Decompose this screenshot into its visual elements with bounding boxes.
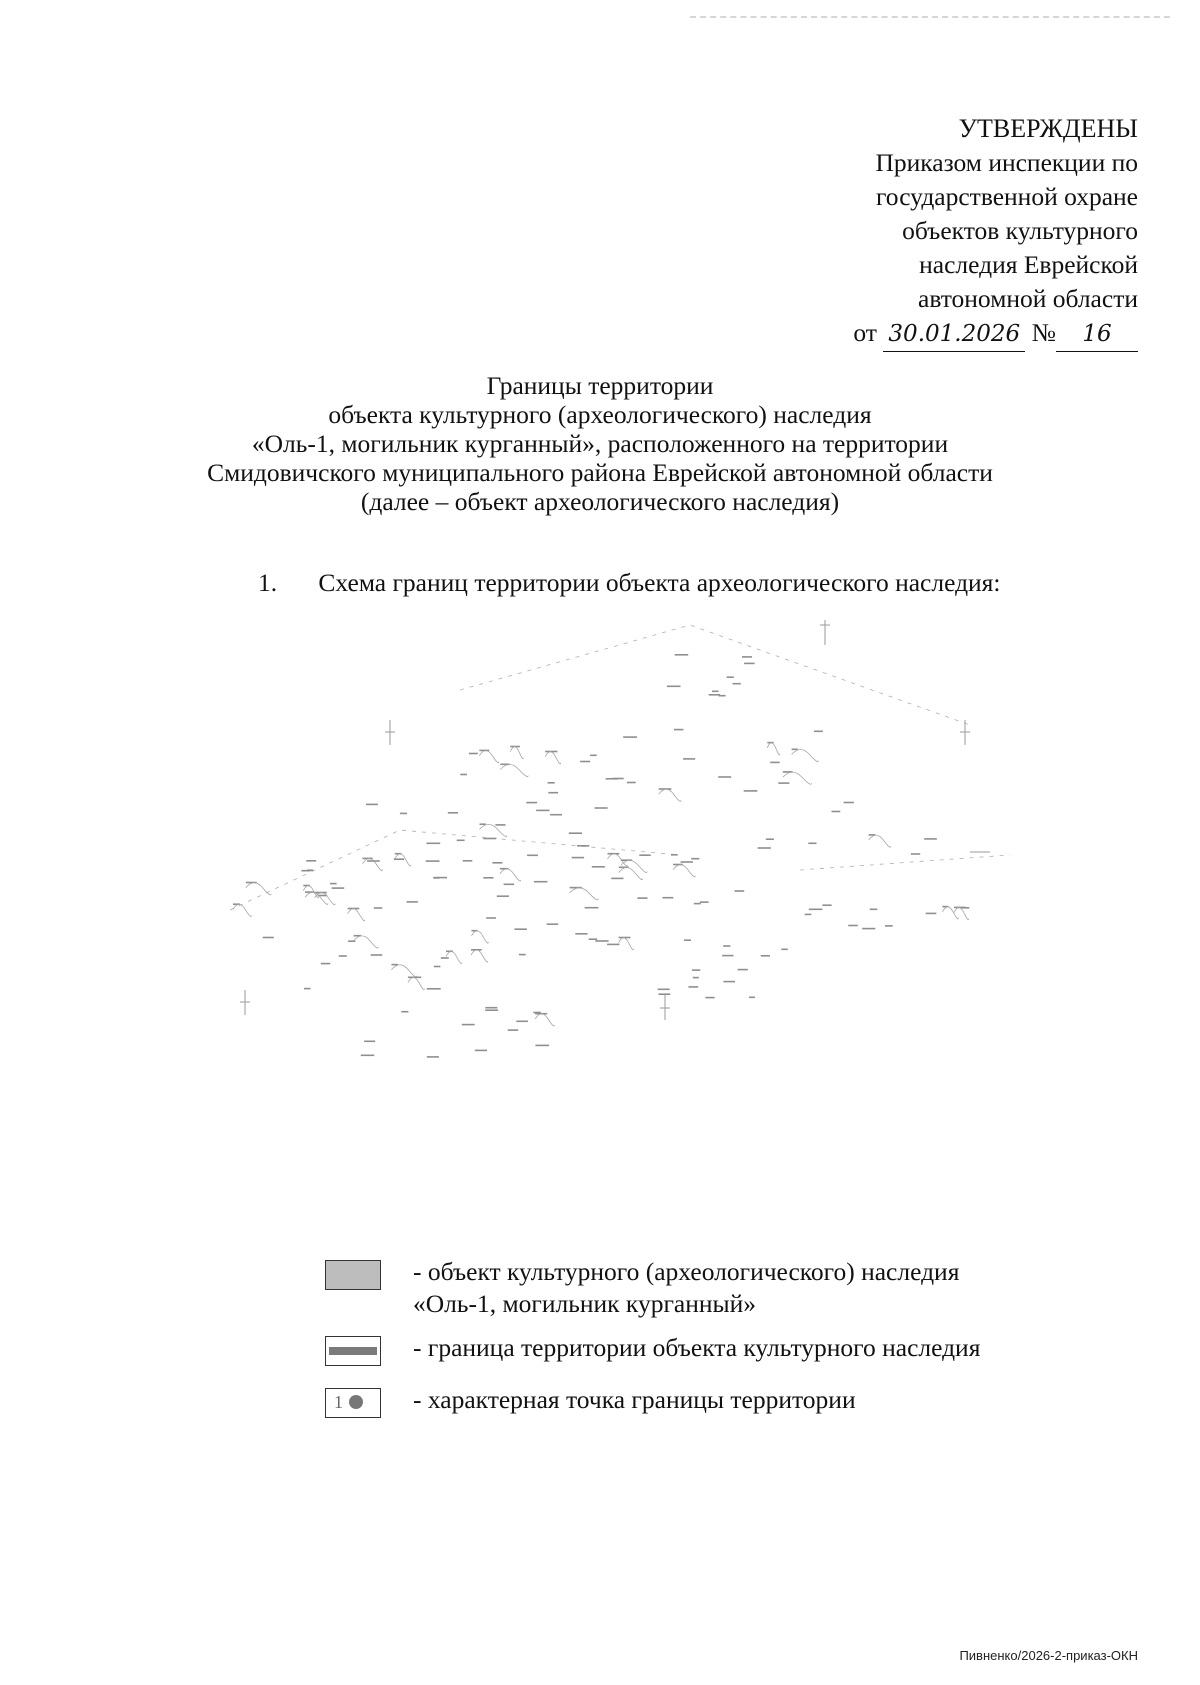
survey-mark	[926, 913, 937, 915]
survey-mark	[407, 901, 418, 903]
survey-mark	[671, 854, 678, 856]
survey-mark	[674, 729, 684, 731]
contour-line	[619, 938, 634, 950]
contour-line	[408, 978, 425, 990]
contour-line	[659, 789, 681, 801]
survey-mark	[306, 860, 316, 862]
survey-mark	[441, 957, 449, 959]
survey-mark	[321, 963, 331, 965]
survey-mark	[575, 933, 587, 935]
survey-mark	[548, 792, 558, 794]
contour-line	[500, 869, 521, 881]
survey-mark	[536, 810, 549, 812]
survey-mark	[758, 847, 771, 849]
survey-mark	[590, 755, 597, 757]
survey-mark	[339, 955, 347, 957]
survey-mark	[770, 762, 780, 764]
survey-mark	[485, 1009, 498, 1011]
contour-line	[510, 747, 523, 759]
approval-line: автономной области	[918, 284, 1138, 313]
contour-line	[472, 931, 489, 943]
survey-mark	[400, 813, 407, 815]
contour-line	[673, 865, 695, 877]
title-line: Границы территории	[486, 371, 714, 400]
survey-mark	[744, 790, 758, 792]
survey-mark	[427, 1056, 439, 1058]
survey-mark	[688, 986, 698, 988]
survey-mark	[738, 969, 748, 971]
survey-mark	[514, 928, 527, 930]
survey-mark	[426, 860, 440, 862]
survey-mark	[401, 1011, 408, 1013]
survey-mark	[448, 812, 458, 814]
survey-mark	[658, 989, 670, 991]
survey-mark	[504, 884, 514, 886]
approval-line: наследия Еврейской	[919, 250, 1138, 279]
title-line: Смидовичского муниципального района Еврейской автономной области	[207, 458, 993, 487]
survey-mark	[434, 966, 441, 968]
survey-mark	[911, 853, 920, 855]
survey-mark	[485, 1007, 497, 1009]
survey-mark	[808, 843, 816, 845]
survey-mark	[761, 955, 770, 957]
survey-mark	[475, 1050, 487, 1052]
survey-mark	[580, 761, 590, 763]
contour-line	[942, 907, 958, 919]
document-title	[0, 371, 1200, 516]
survey-mark	[675, 654, 689, 656]
survey-mark	[572, 857, 584, 859]
handwritten-number: 16	[1056, 317, 1138, 352]
survey-mark	[592, 866, 605, 868]
survey-mark	[595, 807, 608, 809]
survey-mark	[814, 731, 823, 733]
contour-line	[480, 824, 507, 836]
survey-mark	[832, 811, 841, 813]
survey-mark	[733, 683, 741, 685]
contour-line	[479, 751, 499, 763]
survey-mark	[526, 802, 537, 804]
point-swatch: 1	[325, 1388, 381, 1418]
footer-reference: Пивненко/2026-2-приказ-ОКН	[959, 1648, 1138, 1663]
contour-line	[767, 743, 779, 755]
survey-mark	[469, 753, 478, 755]
survey-mark	[848, 925, 858, 927]
title-line: «Оль-1, могильник курганный», расположенного на территории	[251, 429, 949, 458]
contour-line	[500, 765, 528, 777]
survey-mark	[749, 997, 755, 999]
survey-mark	[723, 981, 735, 983]
survey-mark	[492, 862, 502, 864]
item-text: Схема границ территории объекта археологического наследия:	[318, 568, 1001, 597]
number-prefix: №	[1031, 318, 1056, 347]
survey-mark	[534, 881, 548, 883]
survey-mark	[805, 914, 812, 916]
approval-line: Приказом инспекции по	[875, 148, 1138, 177]
survey-mark	[460, 774, 467, 776]
survey-mark	[548, 782, 555, 784]
survey-mark	[870, 909, 878, 911]
survey-mark	[495, 824, 505, 826]
contour-line	[471, 950, 488, 962]
survey-mark	[366, 804, 378, 806]
boundary-scheme-map	[230, 620, 1140, 1180]
survey-mark	[307, 869, 313, 871]
section-item	[258, 568, 1001, 598]
legend-text: - объект культурного (археологического) наследия «Оль-1, могильник курганный»	[413, 1257, 960, 1318]
survey-mark	[862, 928, 875, 930]
survey-mark	[332, 887, 345, 889]
map-survey-marks	[233, 654, 969, 1058]
contour-line	[391, 965, 416, 977]
contour-line	[792, 750, 819, 762]
survey-mark	[659, 993, 671, 995]
survey-mark	[885, 925, 893, 927]
survey-mark	[535, 1045, 549, 1047]
survey-mark	[374, 907, 382, 909]
survey-mark	[692, 969, 700, 971]
survey-mark	[722, 955, 733, 957]
approval-line: объектов культурного	[902, 216, 1138, 245]
survey-mark	[483, 877, 493, 879]
survey-mark	[527, 855, 538, 857]
survey-mark	[433, 877, 447, 879]
survey-mark	[585, 907, 599, 909]
survey-mark	[792, 749, 798, 751]
survey-mark	[427, 988, 441, 990]
survey-mark	[667, 686, 681, 688]
survey-mark	[705, 997, 714, 999]
gray-fill-swatch	[325, 1260, 381, 1290]
point-dot-icon	[349, 1395, 363, 1409]
survey-mark	[550, 814, 562, 816]
contour-line	[545, 752, 561, 764]
survey-mark	[735, 890, 745, 892]
survey-mark	[569, 832, 582, 834]
survey-mark	[712, 691, 719, 693]
contour-line	[354, 936, 378, 948]
survey-mark	[595, 940, 608, 942]
survey-mark	[483, 838, 496, 840]
legend-text: - граница территории объекта культурного наследия	[413, 1333, 981, 1362]
legend-text: - характерная точка границы территории	[413, 1385, 856, 1414]
survey-mark	[367, 860, 380, 862]
survey-mark	[577, 845, 589, 847]
scan-artifact-line	[690, 16, 1170, 19]
survey-mark	[364, 1041, 375, 1043]
item-number: 1.	[258, 568, 278, 597]
approval-stamp: УТВЕРЖДЕНЫ	[958, 114, 1138, 143]
survey-mark	[304, 988, 311, 990]
handwritten-date: 30.01.2026	[883, 317, 1025, 352]
survey-mark	[480, 823, 486, 825]
survey-mark	[778, 782, 789, 784]
survey-mark	[639, 854, 650, 856]
survey-mark	[766, 838, 774, 840]
survey-mark	[519, 954, 526, 956]
survey-mark	[547, 923, 559, 925]
contour-line	[535, 1014, 554, 1026]
contour-line	[621, 860, 647, 872]
survey-mark	[684, 939, 691, 941]
survey-mark	[427, 843, 441, 845]
survey-mark	[497, 895, 509, 897]
survey-mark	[718, 776, 731, 778]
survey-mark	[924, 838, 937, 840]
survey-mark	[693, 977, 699, 979]
survey-mark	[623, 736, 637, 738]
survey-mark	[330, 883, 337, 885]
survey-mark	[822, 904, 831, 906]
survey-mark	[394, 858, 404, 860]
survey-mark	[516, 1021, 528, 1023]
survey-mark	[723, 945, 730, 947]
survey-mark	[637, 897, 647, 899]
survey-mark	[727, 676, 734, 678]
survey-mark	[589, 938, 598, 940]
survey-mark	[371, 954, 383, 956]
survey-mark	[611, 878, 623, 880]
approval-block	[718, 112, 1138, 352]
survey-mark	[844, 802, 854, 804]
order-date-number	[718, 316, 1138, 352]
survey-mark	[627, 782, 636, 784]
survey-mark	[607, 944, 619, 946]
survey-mark	[457, 840, 465, 842]
contour-line	[869, 835, 891, 847]
survey-mark	[809, 909, 823, 911]
boundary-line-swatch	[325, 1336, 381, 1366]
survey-mark	[462, 1024, 475, 1026]
survey-mark	[694, 903, 701, 905]
survey-mark	[709, 694, 720, 696]
contour-line	[233, 904, 251, 916]
survey-mark	[781, 949, 788, 951]
date-prefix: от	[853, 318, 877, 347]
contour-line	[246, 883, 271, 895]
survey-mark	[691, 858, 699, 860]
survey-mark	[508, 1029, 519, 1031]
survey-mark	[606, 778, 618, 780]
survey-mark	[683, 758, 695, 760]
grid-markers	[240, 620, 990, 1020]
survey-mark	[486, 917, 496, 919]
survey-mark	[742, 656, 752, 658]
title-line: объекта культурного (археологического) наследия	[328, 400, 872, 429]
approval-line: государственной охране	[875, 182, 1138, 211]
survey-mark	[263, 937, 274, 939]
survey-mark	[744, 663, 755, 665]
contour-line	[348, 909, 365, 921]
contour-line	[570, 888, 599, 900]
title-line: (далее – объект археологического наследия)	[360, 487, 840, 516]
survey-mark	[681, 861, 693, 863]
survey-mark	[662, 897, 673, 899]
survey-mark	[463, 860, 473, 862]
survey-mark	[361, 1055, 374, 1057]
survey-mark	[700, 901, 709, 903]
